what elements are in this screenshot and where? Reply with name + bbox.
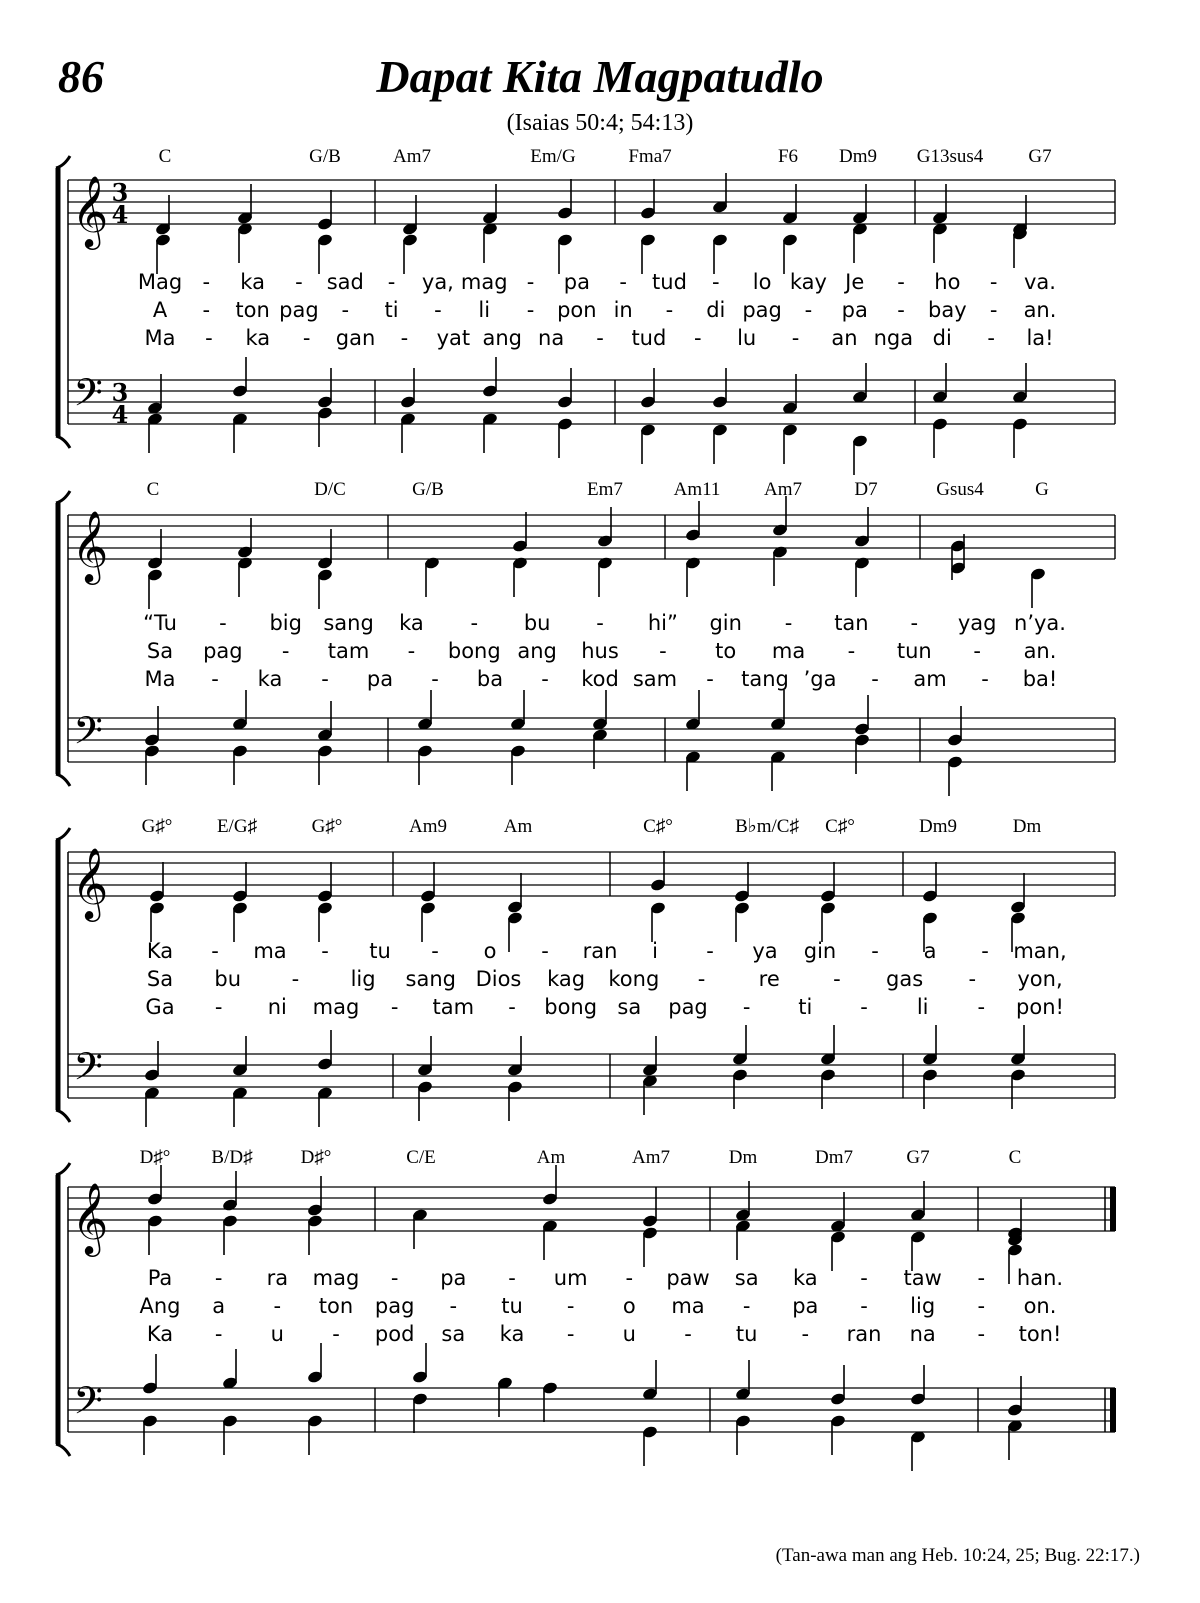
lyric-syllable: an. xyxy=(1023,298,1057,322)
chord-symbol: Am xyxy=(503,816,533,837)
scripture-reference: (Isaias 50:4; 54:13) xyxy=(506,110,694,136)
lyric-syllable: di xyxy=(932,326,952,350)
lyric-syllable: ka xyxy=(240,270,265,294)
lyric-syllable: tu xyxy=(501,1294,523,1318)
lyric-syllable: bong xyxy=(544,995,598,1019)
lyric-hyphen: - xyxy=(214,995,223,1019)
system-3-treble-clef-icon: 𝄞 xyxy=(71,846,109,919)
chord-symbol: C xyxy=(1008,1147,1022,1168)
chord-symbol: Dm9 xyxy=(919,816,957,837)
lyric-syllable: mag xyxy=(460,270,508,294)
lyric-syllable: tu xyxy=(369,939,391,963)
lyric-hyphen: - xyxy=(977,1294,986,1318)
lyric-hyphen: - xyxy=(973,639,981,663)
lyric-syllable: ya, xyxy=(421,270,454,294)
lyric-syllable: kong xyxy=(608,967,660,991)
lyric-syllable: ti xyxy=(384,298,399,322)
lyric-syllable: Ma xyxy=(144,667,176,691)
lyric-syllable: pon xyxy=(557,298,597,322)
lyric-syllable: pon! xyxy=(1016,995,1064,1019)
lyric-syllable: a xyxy=(212,1294,226,1318)
lyric-syllable: n’ya. xyxy=(1014,611,1066,635)
chord-symbol: Dm xyxy=(728,1147,758,1168)
lyric-syllable: “Tu xyxy=(143,611,177,635)
chord-symbol: Am7 xyxy=(764,479,802,500)
lyric-hyphen: - xyxy=(977,1266,986,1290)
lyric-syllable: ton xyxy=(235,298,270,322)
time-signature-bottom-bass: 4 xyxy=(111,400,129,429)
lyric-syllable: a xyxy=(923,939,937,963)
lyric-hyphen: - xyxy=(871,939,879,963)
system-4-treble-clef-icon: 𝄞 xyxy=(71,1181,109,1254)
lyric-hyphen: - xyxy=(801,1322,810,1346)
lyric-hyphen: - xyxy=(526,298,535,322)
lyric-syllable: nga xyxy=(873,326,914,350)
lyric-hyphen: - xyxy=(291,967,300,991)
lyric-syllable: ran xyxy=(582,939,618,963)
chord-symbol: G♯° xyxy=(141,816,173,837)
chord-symbol: Am9 xyxy=(409,816,447,837)
chord-symbol: F6 xyxy=(777,146,799,167)
chord-symbol: Em/G xyxy=(530,146,576,167)
lyric-hyphen: - xyxy=(273,1294,282,1318)
lyric-syllable: na xyxy=(909,1322,936,1346)
chord-symbol: G/B xyxy=(309,146,341,167)
lyric-syllable: o xyxy=(483,939,497,963)
lyric-syllable: Mag xyxy=(137,270,183,294)
lyric-hyphen: - xyxy=(897,298,905,322)
lyric-hyphen: - xyxy=(332,1322,340,1346)
lyric-hyphen: - xyxy=(566,1294,575,1318)
lyric-hyphen: - xyxy=(659,639,667,663)
system-2-bass-clef-icon: 𝄢 xyxy=(73,708,103,762)
lyric-syllable: kag xyxy=(547,967,586,991)
lyric-hyphen: - xyxy=(321,939,329,963)
lyric-syllable: sang xyxy=(323,611,374,635)
lyric-hyphen: - xyxy=(742,1294,751,1318)
lyric-syllable: i xyxy=(652,939,658,963)
lyric-hyphen: - xyxy=(977,1322,986,1346)
lyric-syllable: pag xyxy=(279,298,319,322)
system-2-brace-bottom xyxy=(56,774,70,786)
lyric-syllable: sa xyxy=(441,1322,466,1346)
lyric-syllable: u xyxy=(622,1322,636,1346)
chord-symbol: C/E xyxy=(406,1147,436,1168)
lyric-syllable: on. xyxy=(1023,1294,1057,1318)
lyric-syllable: yat xyxy=(436,326,471,350)
chord-symbol: D♯° xyxy=(300,1147,332,1168)
lyric-hyphen: - xyxy=(897,270,905,294)
lyric-syllable: bu xyxy=(523,611,551,635)
lyric-hyphen: - xyxy=(470,611,479,635)
lyric-syllable: sad xyxy=(326,270,364,294)
lyric-syllable: ran xyxy=(846,1322,882,1346)
lyric-hyphen: - xyxy=(566,1322,575,1346)
lyric-syllable: ba xyxy=(476,667,504,691)
lyric-syllable: gin xyxy=(803,939,837,963)
lyric-syllable: Ga xyxy=(145,995,175,1019)
chord-symbol: C xyxy=(158,146,172,167)
lyric-syllable: pag xyxy=(742,298,782,322)
lyric-hyphen: - xyxy=(407,639,416,663)
lyric-hyphen: - xyxy=(619,270,627,294)
lyric-syllable: pa xyxy=(366,667,394,691)
lyric-syllable: sa xyxy=(734,1266,759,1290)
lyric-syllable: tang xyxy=(741,667,789,691)
lyric-hyphen: - xyxy=(833,967,841,991)
lyric-syllable: lig xyxy=(350,967,376,991)
lyric-syllable: na xyxy=(538,326,565,350)
chord-symbol: G7 xyxy=(1028,146,1052,167)
lyric-hyphen: - xyxy=(434,298,442,322)
lyric-syllable: o xyxy=(622,1294,636,1318)
time-signature-bottom-treble: 4 xyxy=(111,200,129,229)
system-2-treble-clef-icon: 𝄞 xyxy=(71,509,109,582)
lyric-syllable: ma xyxy=(671,1294,705,1318)
final-barline-thick xyxy=(1110,1187,1116,1231)
lyric-hyphen: - xyxy=(742,995,751,1019)
lyric-hyphen: - xyxy=(431,939,439,963)
lyric-syllable: li xyxy=(478,298,491,322)
chord-symbol: G/B xyxy=(412,479,444,500)
chord-symbol: G7 xyxy=(906,1147,930,1168)
lyric-hyphen: - xyxy=(987,326,995,350)
lyric-hyphen: - xyxy=(205,326,213,350)
system-2-brace-top xyxy=(56,491,70,503)
lyric-syllable: pa xyxy=(841,298,868,322)
lyric-syllable: hus xyxy=(581,639,619,663)
lyric-syllable: lo xyxy=(752,270,772,294)
lyric-hyphen: - xyxy=(390,1266,399,1290)
lyric-syllable: ti xyxy=(798,995,813,1019)
lyric-syllable: va. xyxy=(1024,270,1056,294)
lyric-hyphen: - xyxy=(202,298,211,322)
lyric-hyphen: - xyxy=(295,270,303,294)
lyric-hyphen: - xyxy=(847,639,856,663)
lyric-syllable: tu xyxy=(735,1322,758,1346)
lyric-hyphen: - xyxy=(791,326,800,350)
system-4-bass-clef-icon: 𝄢 xyxy=(73,1378,103,1432)
lyric-hyphen: - xyxy=(968,967,977,991)
chord-symbol: Dm xyxy=(1012,816,1042,837)
lyric-hyphen: - xyxy=(541,939,549,963)
lyric-hyphen: - xyxy=(214,1266,223,1290)
hymn-number: 86 xyxy=(58,51,104,102)
lyric-hyphen: - xyxy=(665,298,674,322)
lyric-hyphen: - xyxy=(400,326,409,350)
chord-symbol: C xyxy=(146,479,160,500)
lyric-syllable: ka xyxy=(245,326,271,350)
lyric-syllable: ya xyxy=(752,939,778,963)
lyric-hyphen: - xyxy=(302,326,311,350)
lyric-syllable: am xyxy=(913,667,947,691)
system-3-bass-clef-icon: 𝄢 xyxy=(73,1044,103,1098)
lyric-syllable: Sa xyxy=(146,967,174,991)
time-signature-top-bass: 3 xyxy=(111,378,129,407)
chord-symbol: G13sus4 xyxy=(916,146,984,167)
lyric-syllable: ni xyxy=(267,995,287,1019)
lyric-syllable: bu xyxy=(214,967,242,991)
lyric-hyphen: - xyxy=(706,939,714,963)
lyric-hyphen: - xyxy=(508,995,516,1019)
lyric-syllable: Je xyxy=(845,270,865,294)
lyric-hyphen: - xyxy=(211,667,219,691)
lyric-syllable: lu xyxy=(737,326,757,350)
lyric-syllable: ma xyxy=(253,939,287,963)
lyric-syllable: pag xyxy=(374,1294,415,1318)
lyric-syllable: tan xyxy=(834,611,869,635)
lyric-syllable: bay xyxy=(928,298,967,322)
lyric-syllable: an. xyxy=(1023,639,1057,663)
system-1-brace-top xyxy=(56,156,70,168)
lyric-syllable: re xyxy=(758,967,780,991)
lyric-syllable: hi” xyxy=(647,611,678,635)
hymn-title: Dapat Kita Magpatudlo xyxy=(376,51,824,102)
lyric-syllable: sam xyxy=(632,667,678,691)
lyric-syllable: yon, xyxy=(1017,967,1063,991)
lyric-hyphen: - xyxy=(390,995,399,1019)
lyric-hyphen: - xyxy=(202,270,211,294)
lyric-hyphen: - xyxy=(697,967,706,991)
lyric-hyphen: - xyxy=(211,939,219,963)
lyric-hyphen: - xyxy=(784,611,793,635)
lyric-syllable: la! xyxy=(1026,326,1054,350)
system-4-brace-bottom xyxy=(56,1444,70,1456)
system-1-brace-bottom xyxy=(56,436,70,448)
lyric-hyphen: - xyxy=(596,326,604,350)
lyric-syllable: kod xyxy=(581,667,619,691)
lyric-syllable: ma xyxy=(771,639,806,663)
lyric-hyphen: - xyxy=(219,611,227,635)
chord-symbol: Dm9 xyxy=(839,146,877,167)
lyric-syllable: tud xyxy=(631,326,667,350)
lyric-syllable: paw xyxy=(666,1266,710,1290)
system-3-brace-top xyxy=(56,828,70,840)
lyric-syllable: pa xyxy=(563,270,590,294)
lyric-syllable: ka xyxy=(499,1322,525,1346)
lyric-hyphen: - xyxy=(281,639,290,663)
time-signature-top-treble: 3 xyxy=(111,178,129,207)
lyric-hyphen: - xyxy=(596,611,604,635)
lyric-syllable: to xyxy=(715,639,737,663)
lyric-hyphen: - xyxy=(910,611,919,635)
chord-symbol: C♯° xyxy=(825,816,855,837)
lyric-hyphen: - xyxy=(431,667,439,691)
lyric-syllable: han. xyxy=(1016,1266,1064,1290)
lyric-syllable: pod xyxy=(374,1322,415,1346)
lyric-hyphen: - xyxy=(387,270,396,294)
chord-symbol: B/D♯ xyxy=(211,1147,253,1168)
lyric-syllable: sang xyxy=(405,967,456,991)
chord-symbol: G♯° xyxy=(311,816,343,837)
lyric-syllable: ba! xyxy=(1022,667,1058,691)
lyric-hyphen: - xyxy=(508,1266,516,1290)
lyric-hyphen: - xyxy=(712,270,720,294)
chord-symbol: Fma7 xyxy=(628,146,672,167)
lyric-syllable: li xyxy=(916,995,929,1019)
lyric-syllable: ang xyxy=(482,326,522,350)
chord-symbol: Am11 xyxy=(673,479,721,500)
chord-symbol: Am7 xyxy=(632,1147,670,1168)
chord-symbol: Am7 xyxy=(393,146,431,167)
lyric-syllable: big xyxy=(269,611,302,635)
chord-symbol: G xyxy=(1035,479,1049,500)
lyric-hyphen: - xyxy=(625,1266,634,1290)
lyric-syllable: ’ga xyxy=(803,667,837,691)
lyric-syllable: an xyxy=(831,326,858,350)
lyric-syllable: gin xyxy=(709,611,742,635)
lyric-syllable: pag xyxy=(203,639,243,663)
lyric-hyphen: - xyxy=(977,995,986,1019)
lyric-syllable: Sa xyxy=(146,639,174,663)
lyric-hyphen: - xyxy=(860,1294,868,1318)
lyric-syllable: taw xyxy=(903,1266,942,1290)
lyric-hyphen: - xyxy=(804,298,813,322)
chord-symbol: Gsus4 xyxy=(936,479,984,500)
chord-symbol: Dm7 xyxy=(815,1147,853,1168)
lyric-syllable: pag xyxy=(668,995,708,1019)
lyric-syllable: Pa xyxy=(147,1266,173,1290)
lyric-hyphen: - xyxy=(214,1322,223,1346)
lyric-syllable: ho xyxy=(934,270,961,294)
lyric-syllable: u xyxy=(270,1322,284,1346)
lyric-syllable: Ang xyxy=(139,1294,181,1318)
lyric-syllable: Ka xyxy=(146,1322,174,1346)
lyric-hyphen: - xyxy=(526,270,535,294)
system-1-treble-clef-icon: 𝄞 xyxy=(71,174,109,247)
lyric-hyphen: - xyxy=(341,298,350,322)
lyric-hyphen: - xyxy=(989,270,998,294)
chord-symbol: C♯° xyxy=(643,816,673,837)
lyric-syllable: ang xyxy=(517,639,557,663)
lyric-syllable: sa xyxy=(617,995,642,1019)
lyric-syllable: pa xyxy=(440,1266,467,1290)
system-4-brace-top xyxy=(56,1163,70,1175)
lyric-hyphen: - xyxy=(860,995,868,1019)
lyric-syllable: ka xyxy=(792,1266,818,1290)
final-barline-thick xyxy=(1110,1388,1116,1432)
lyric-hyphen: - xyxy=(321,667,329,691)
lyric-hyphen: - xyxy=(981,939,989,963)
lyric-syllable: man, xyxy=(1013,939,1067,963)
chord-symbol: E/G♯ xyxy=(216,816,258,837)
lyric-syllable: tam xyxy=(432,995,475,1019)
lyric-syllable: pa xyxy=(792,1294,819,1318)
lyric-syllable: bong xyxy=(447,639,501,663)
system-3-brace-bottom xyxy=(56,1110,70,1122)
lyric-syllable: ra xyxy=(266,1266,289,1290)
chord-symbol: B♭m/C♯ xyxy=(735,816,799,837)
lyric-syllable: A xyxy=(152,298,168,322)
lyric-syllable: gan xyxy=(335,326,376,350)
chord-symbol: Am xyxy=(536,1147,566,1168)
lyric-syllable: kay xyxy=(789,270,827,294)
lyric-syllable: in xyxy=(613,298,633,322)
lyric-hyphen: - xyxy=(989,298,998,322)
lyric-hyphen: - xyxy=(871,667,879,691)
lyric-hyphen: - xyxy=(541,667,549,691)
lyric-syllable: Ka xyxy=(146,939,174,963)
lyric-syllable: Ma xyxy=(144,326,176,350)
lyric-syllable: ka xyxy=(257,667,283,691)
lyric-hyphen: - xyxy=(449,1294,458,1318)
lyric-syllable: lig xyxy=(910,1294,936,1318)
lyric-syllable: di xyxy=(706,298,726,322)
system-1-bass-clef-icon: 𝄢 xyxy=(73,370,103,424)
cross-reference-footnote: (Tan-awa man ang Heb. 10:24, 25; Bug. 22:17.) xyxy=(775,1545,1140,1566)
lyric-syllable: ton! xyxy=(1018,1322,1062,1346)
lyric-syllable: yag xyxy=(957,611,997,635)
lyric-syllable: tam xyxy=(327,639,370,663)
lyric-hyphen: - xyxy=(693,326,702,350)
lyric-syllable: um xyxy=(553,1266,588,1290)
chord-symbol: D♯° xyxy=(139,1147,171,1168)
lyric-hyphen: - xyxy=(684,1322,692,1346)
lyric-syllable: tun xyxy=(896,639,932,663)
chord-symbol: D/C xyxy=(314,479,346,500)
lyric-hyphen: - xyxy=(860,1266,868,1290)
lyric-syllable: tud xyxy=(652,270,687,294)
lyric-hyphen: - xyxy=(706,667,714,691)
chord-symbol: D7 xyxy=(854,479,878,500)
lyric-syllable: ka xyxy=(399,611,424,635)
lyric-syllable: gas xyxy=(886,967,924,991)
lyric-syllable: ton xyxy=(318,1294,354,1318)
lyric-syllable: mag xyxy=(312,1266,360,1290)
lyric-syllable: mag xyxy=(312,995,360,1019)
lyric-hyphen: - xyxy=(981,667,989,691)
lyric-syllable: Dios xyxy=(475,967,522,991)
chord-symbol: Em7 xyxy=(587,479,623,500)
